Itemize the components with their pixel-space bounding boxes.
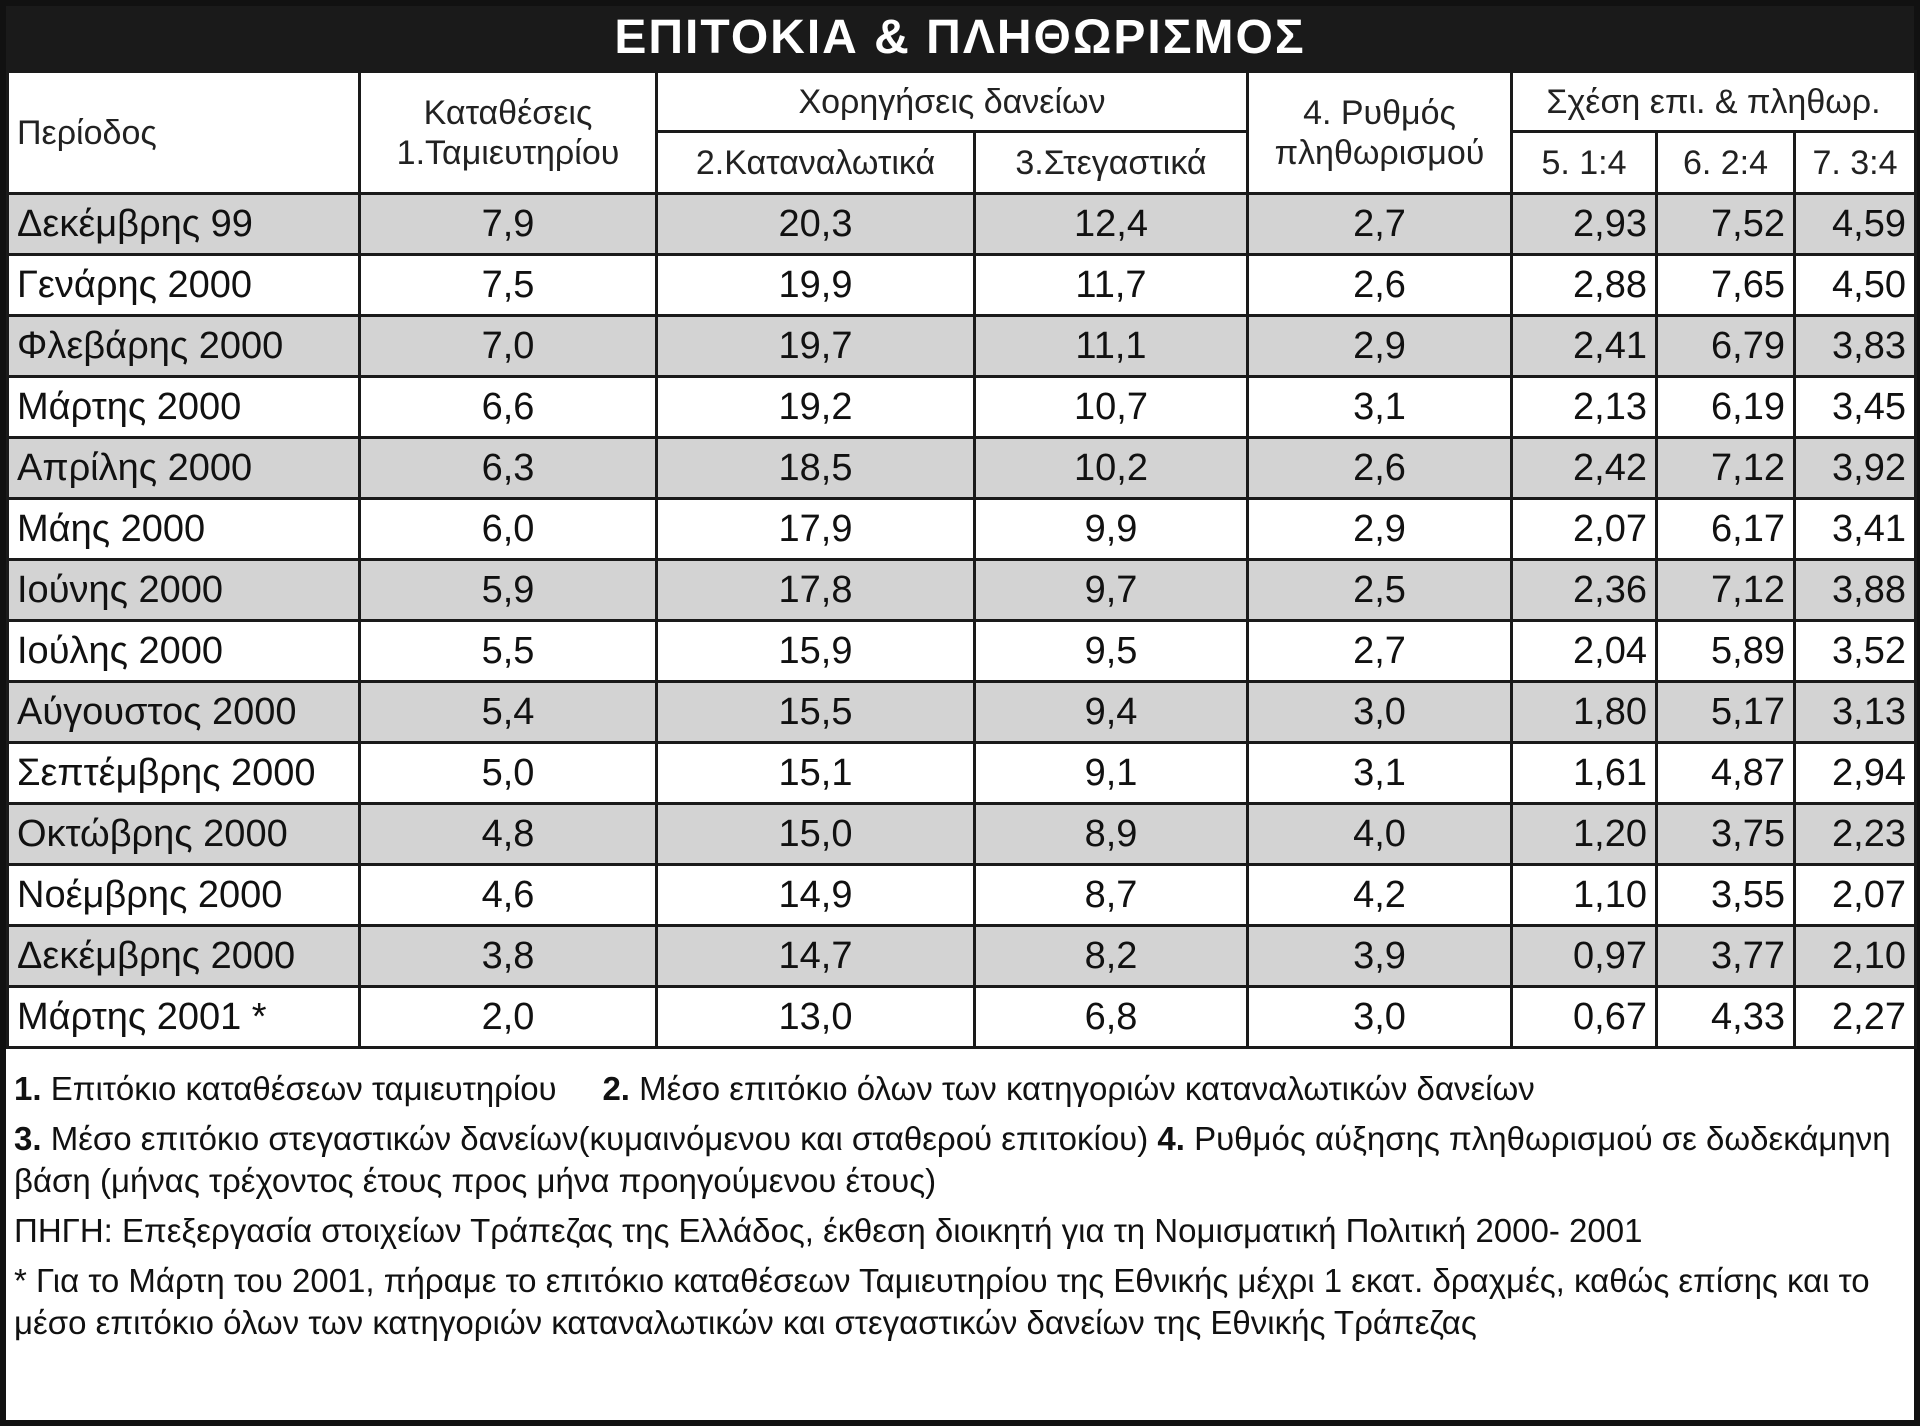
table-row — [8, 743, 1916, 804]
cell-inflation: 3,0 — [1248, 987, 1512, 1048]
cell-ratio-3: 3,92 — [1795, 438, 1916, 499]
rates-table — [6, 70, 1917, 1049]
cell-ratio-1: 2,07 — [1512, 499, 1657, 560]
table-row — [8, 865, 1916, 926]
cell-consumer: 19,2 — [657, 377, 975, 438]
notes — [14, 1068, 1904, 1352]
table-row — [8, 987, 1916, 1048]
cell-ratio-3: 3,41 — [1795, 499, 1916, 560]
header-ratio-group: Σχέση επι. & πληθωρ. — [1512, 72, 1916, 132]
cell-consumer: 19,7 — [657, 316, 975, 377]
table-row — [8, 926, 1916, 987]
cell-inflation: 3,1 — [1248, 377, 1512, 438]
cell-consumer: 13,0 — [657, 987, 975, 1048]
cell-ratio-3: 3,88 — [1795, 560, 1916, 621]
cell-inflation: 2,7 — [1248, 621, 1512, 682]
header-ratio-1: 5. 1:4 — [1512, 132, 1657, 194]
note-4-text: Ρυθμός αύξησης πληθωρισμού σε δωδεκάμηνη βάση (μήνας τρέχοντος έτους προς μήνα προηγούμενου έτους) — [14, 1120, 1891, 1199]
cell-housing: 8,7 — [975, 865, 1248, 926]
cell-period: Μάρτης 2001 * — [8, 987, 360, 1048]
cell-period: Δεκέμβρης 2000 — [8, 926, 360, 987]
cell-consumer: 19,9 — [657, 255, 975, 316]
cell-deposits: 2,0 — [360, 987, 657, 1048]
cell-housing: 9,9 — [975, 499, 1248, 560]
cell-ratio-2: 7,52 — [1657, 194, 1795, 255]
table-row — [8, 621, 1916, 682]
note-2-number: 2. — [602, 1070, 630, 1107]
cell-inflation: 2,6 — [1248, 255, 1512, 316]
cell-ratio-2: 4,87 — [1657, 743, 1795, 804]
cell-consumer: 14,9 — [657, 865, 975, 926]
note-1-text: Επιτόκιο καταθέσεων ταμιευτηρίου — [50, 1070, 557, 1107]
cell-deposits: 5,5 — [360, 621, 657, 682]
table-row — [8, 560, 1916, 621]
note-4-number: 4. — [1157, 1120, 1185, 1157]
cell-ratio-1: 2,13 — [1512, 377, 1657, 438]
cell-ratio-2: 3,77 — [1657, 926, 1795, 987]
table-row — [8, 377, 1916, 438]
note-line-1 — [14, 1068, 1904, 1110]
cell-ratio-1: 1,61 — [1512, 743, 1657, 804]
cell-ratio-2: 7,12 — [1657, 560, 1795, 621]
cell-ratio-3: 3,13 — [1795, 682, 1916, 743]
cell-deposits: 4,6 — [360, 865, 657, 926]
table-row — [8, 499, 1916, 560]
header-period: Περίοδος — [8, 72, 360, 194]
cell-housing: 11,1 — [975, 316, 1248, 377]
header-ratio-3: 7. 3:4 — [1795, 132, 1916, 194]
note-3-text: Μέσο επιτόκιο στεγαστικών δανείων(κυμαινόμενου και σταθερού επιτοκίου) — [50, 1120, 1149, 1157]
cell-housing: 9,7 — [975, 560, 1248, 621]
cell-ratio-2: 4,33 — [1657, 987, 1795, 1048]
cell-housing: 12,4 — [975, 194, 1248, 255]
cell-deposits: 4,8 — [360, 804, 657, 865]
cell-ratio-3: 2,23 — [1795, 804, 1916, 865]
cell-period: Γενάρης 2000 — [8, 255, 360, 316]
cell-housing: 9,4 — [975, 682, 1248, 743]
cell-period: Νοέμβρης 2000 — [8, 865, 360, 926]
cell-deposits: 7,9 — [360, 194, 657, 255]
cell-ratio-2: 6,19 — [1657, 377, 1795, 438]
table-row — [8, 255, 1916, 316]
cell-ratio-1: 0,67 — [1512, 987, 1657, 1048]
cell-ratio-3: 3,52 — [1795, 621, 1916, 682]
cell-consumer: 17,8 — [657, 560, 975, 621]
table-body — [8, 194, 1916, 1048]
table-row — [8, 682, 1916, 743]
cell-inflation: 3,1 — [1248, 743, 1512, 804]
cell-ratio-2: 6,17 — [1657, 499, 1795, 560]
cell-ratio-3: 3,45 — [1795, 377, 1916, 438]
cell-consumer: 15,1 — [657, 743, 975, 804]
cell-period: Δεκέμβρης 99 — [8, 194, 360, 255]
header-deposits-label: Καταθέσεις 1.Ταμιευτηρίου — [396, 93, 620, 172]
cell-inflation: 3,0 — [1248, 682, 1512, 743]
cell-ratio-1: 2,42 — [1512, 438, 1657, 499]
cell-deposits: 5,9 — [360, 560, 657, 621]
header-ratio-2: 6. 2:4 — [1657, 132, 1795, 194]
cell-consumer: 14,7 — [657, 926, 975, 987]
cell-period: Φλεβάρης 2000 — [8, 316, 360, 377]
header-loans-group: Χορηγήσεις δανείων — [657, 72, 1248, 132]
cell-consumer: 20,3 — [657, 194, 975, 255]
cell-ratio-3: 2,07 — [1795, 865, 1916, 926]
cell-deposits: 6,6 — [360, 377, 657, 438]
cell-period: Αύγουστος 2000 — [8, 682, 360, 743]
cell-housing: 8,2 — [975, 926, 1248, 987]
cell-housing: 9,1 — [975, 743, 1248, 804]
cell-consumer: 18,5 — [657, 438, 975, 499]
header-inflation — [1248, 72, 1512, 194]
table-row — [8, 438, 1916, 499]
cell-ratio-1: 2,93 — [1512, 194, 1657, 255]
source-note: ΠΗΓΗ: Επεξεργασία στοιχείων Τράπεζας της Ελλάδος, έκθεση διοικητή για τη Νομισματική Πολιτική 2000- 2001 — [14, 1212, 1643, 1249]
cell-ratio-3: 4,50 — [1795, 255, 1916, 316]
note-1-number: 1. — [14, 1070, 42, 1107]
cell-ratio-2: 3,55 — [1657, 865, 1795, 926]
cell-period: Μάης 2000 — [8, 499, 360, 560]
cell-deposits: 6,0 — [360, 499, 657, 560]
footnote: * Για το Μάρτη του 2001, πήραμε το επιτόκιο καταθέσεων Ταμιευτηρίου της Εθνικής μέχρι 1 εκατ. δραχμές, καθώς επίσης και το μέσο επιτόκιο όλων των κατηγοριών καταναλωτικών και στεγαστικών δανείων της Εθνικής Τράπεζας — [14, 1262, 1870, 1341]
cell-ratio-1: 1,10 — [1512, 865, 1657, 926]
cell-consumer: 15,9 — [657, 621, 975, 682]
cell-housing: 11,7 — [975, 255, 1248, 316]
cell-inflation: 2,9 — [1248, 316, 1512, 377]
cell-ratio-2: 5,17 — [1657, 682, 1795, 743]
cell-deposits: 6,3 — [360, 438, 657, 499]
cell-consumer: 15,0 — [657, 804, 975, 865]
cell-consumer: 15,5 — [657, 682, 975, 743]
cell-housing: 10,2 — [975, 438, 1248, 499]
cell-ratio-1: 2,88 — [1512, 255, 1657, 316]
cell-ratio-1: 2,36 — [1512, 560, 1657, 621]
cell-ratio-2: 3,75 — [1657, 804, 1795, 865]
cell-ratio-3: 2,10 — [1795, 926, 1916, 987]
cell-ratio-3: 4,59 — [1795, 194, 1916, 255]
header-inflation-label: 4. Ρυθμός πληθωρισμού — [1274, 93, 1485, 172]
table-row — [8, 804, 1916, 865]
cell-inflation: 3,9 — [1248, 926, 1512, 987]
cell-ratio-1: 1,20 — [1512, 804, 1657, 865]
note-2-text: Μέσο επιτόκιο όλων των κατηγοριών καταναλωτικών δανείων — [639, 1070, 1535, 1107]
cell-ratio-2: 7,65 — [1657, 255, 1795, 316]
cell-period: Ιούλης 2000 — [8, 621, 360, 682]
header-consumer: 2.Καταναλωτικά — [657, 132, 975, 194]
cell-ratio-2: 5,89 — [1657, 621, 1795, 682]
cell-inflation: 2,5 — [1248, 560, 1512, 621]
cell-period: Σεπτέμβρης 2000 — [8, 743, 360, 804]
header-deposits — [360, 72, 657, 194]
cell-inflation: 2,7 — [1248, 194, 1512, 255]
cell-deposits: 3,8 — [360, 926, 657, 987]
cell-ratio-1: 1,80 — [1512, 682, 1657, 743]
header-housing: 3.Στεγαστικά — [975, 132, 1248, 194]
cell-ratio-2: 7,12 — [1657, 438, 1795, 499]
cell-housing: 10,7 — [975, 377, 1248, 438]
cell-deposits: 5,4 — [360, 682, 657, 743]
cell-period: Οκτώβρης 2000 — [8, 804, 360, 865]
cell-inflation: 2,6 — [1248, 438, 1512, 499]
cell-housing: 9,5 — [975, 621, 1248, 682]
table-row — [8, 194, 1916, 255]
cell-inflation: 4,2 — [1248, 865, 1512, 926]
cell-ratio-2: 6,79 — [1657, 316, 1795, 377]
cell-consumer: 17,9 — [657, 499, 975, 560]
cell-ratio-1: 2,04 — [1512, 621, 1657, 682]
cell-ratio-3: 2,27 — [1795, 987, 1916, 1048]
cell-inflation: 2,9 — [1248, 499, 1512, 560]
cell-ratio-3: 2,94 — [1795, 743, 1916, 804]
note-3-number: 3. — [14, 1120, 42, 1157]
page-title: ΕΠΙΤΟΚΙΑ & ΠΛΗΘΩΡΙΣΜΟΣ — [6, 6, 1914, 70]
cell-ratio-3: 3,83 — [1795, 316, 1916, 377]
cell-inflation: 4,0 — [1248, 804, 1512, 865]
cell-period: Μάρτης 2000 — [8, 377, 360, 438]
cell-ratio-1: 0,97 — [1512, 926, 1657, 987]
cell-ratio-1: 2,41 — [1512, 316, 1657, 377]
cell-deposits: 7,5 — [360, 255, 657, 316]
cell-deposits: 7,0 — [360, 316, 657, 377]
cell-housing: 6,8 — [975, 987, 1248, 1048]
note-line-2 — [14, 1118, 1904, 1202]
cell-housing: 8,9 — [975, 804, 1248, 865]
table-row — [8, 316, 1916, 377]
cell-period: Ιούνης 2000 — [8, 560, 360, 621]
cell-period: Απρίλης 2000 — [8, 438, 360, 499]
cell-deposits: 5,0 — [360, 743, 657, 804]
